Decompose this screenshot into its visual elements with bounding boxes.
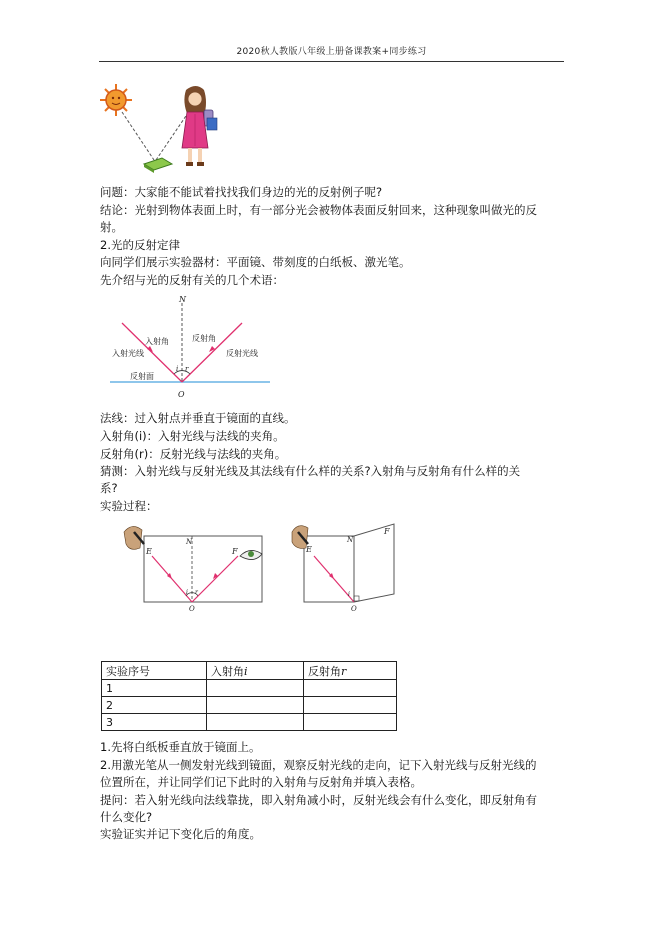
reflect-cell[interactable] — [304, 680, 397, 697]
svg-text:i: i — [186, 589, 188, 596]
incident-cell[interactable] — [207, 697, 304, 714]
table-header-row — [102, 662, 397, 680]
svg-text:F: F — [232, 547, 238, 556]
point-label: O — [178, 390, 185, 399]
experiment-figure-1 — [120, 522, 270, 614]
incident-light-dashes — [122, 112, 154, 160]
book-icon — [144, 158, 172, 173]
guess-line-1: 猜测：入射光线与反射光线及其法线有什么样的关系?入射角与反射角有什么样的关 — [100, 464, 521, 478]
surface-label: 反射面 — [130, 372, 154, 381]
r-label: r — [185, 365, 189, 373]
guess-line-2: 系? — [100, 481, 118, 495]
header-cell-index: 实验序号 — [102, 662, 207, 680]
table-row — [102, 714, 397, 731]
header-cell-incident: 入射角i — [207, 662, 304, 680]
experiment-table — [101, 661, 397, 731]
normal-label: N — [179, 295, 186, 304]
i-label: i — [176, 365, 179, 373]
normal-definition: 法线：过入射点并垂直于镜面的直线。 — [100, 411, 296, 425]
process-heading: 实验过程： — [100, 499, 158, 513]
paper-board — [144, 536, 262, 602]
reflect-cell[interactable] — [304, 714, 397, 731]
header-rule — [99, 61, 564, 62]
step-1-text: 1.先将白纸板垂直放于镜面上。 — [100, 740, 261, 754]
svg-text:O: O — [351, 605, 357, 613]
svg-text:N: N — [347, 536, 354, 544]
girl-figure — [182, 86, 217, 166]
incident-cell[interactable] — [207, 714, 304, 731]
section-heading: 2.光的反射定律 — [100, 238, 180, 252]
reflect-cell[interactable] — [304, 697, 397, 714]
svg-text:F: F — [384, 527, 390, 536]
experiment-figure-2 — [290, 518, 400, 614]
step-2-line-1: 2.用激光笔从一侧发射光线到镜面，观察反射光线的走向，记下入射光线与反射光线的 — [100, 758, 537, 772]
svg-text:O: O — [189, 605, 195, 613]
incident-angle-definition: 入射角(i)：入射光线与法线的夹角。 — [100, 429, 285, 443]
row-index: 1 — [102, 680, 207, 697]
hand-laser-icon — [124, 526, 144, 549]
question-text: 问题：大家能不能试着找找我们身边的光的反射例子呢? — [100, 185, 383, 199]
svg-text:E: E — [306, 545, 312, 554]
reflection-illustration — [100, 82, 225, 178]
incident-ray-label: 入射光线 — [112, 349, 144, 358]
ask-line-2: 什么变化? — [100, 810, 153, 824]
reflect-ray-label: 反射光线 — [226, 349, 258, 358]
header-cell-reflect: 反射角r — [304, 662, 397, 680]
conclusion-line-1: 结论：光射到物体表面上时，有一部分光会被物体表面反射回来，这种现象叫做光的反 — [100, 203, 537, 217]
ask-line-1: 提问：若入射光线向法线靠拢，即入射角减小时，反射光线会有什么变化，即反射角有 — [100, 793, 537, 807]
page-header: 2020秋人教版八年级上册备课教案+同步练习 — [236, 47, 427, 57]
table-row — [102, 680, 397, 697]
terms-intro-text: 先介绍与光的反射有关的几个术语： — [100, 273, 284, 287]
svg-text:r: r — [195, 589, 198, 596]
svg-text:i: i — [348, 591, 350, 598]
equipment-text: 向同学们展示实验器材：平面镜、带刻度的白纸板、激光笔。 — [100, 255, 411, 269]
verify-text: 实验证实并记下变化后的角度。 — [100, 827, 261, 841]
reflect-angle-definition: 反射角(r)：反射光线与法线的夹角。 — [100, 447, 287, 461]
eye-icon — [240, 550, 262, 559]
reflection-diagram — [100, 293, 280, 405]
row-index: 2 — [102, 697, 207, 714]
incident-angle-label: 入射角 — [145, 337, 169, 346]
sun-icon — [100, 84, 132, 116]
row-index: 3 — [102, 714, 207, 731]
svg-text:E: E — [146, 547, 152, 556]
step-2-line-2: 位置所在，并让同学们记下此时的入射角与反射角并填入表格。 — [100, 775, 422, 789]
table-row — [102, 697, 397, 714]
conclusion-line-2: 射。 — [100, 220, 123, 234]
svg-text:N: N — [186, 538, 193, 546]
reflect-angle-label: 反射角 — [192, 334, 216, 343]
incident-cell[interactable] — [207, 680, 304, 697]
